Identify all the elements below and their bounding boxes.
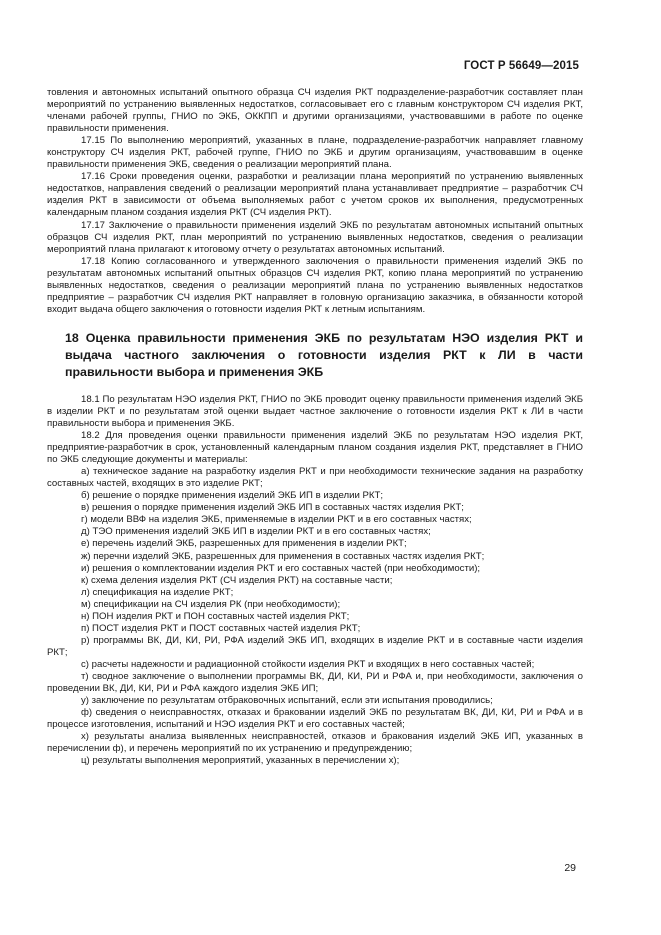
list-item-u: у) заключение по результатам отбраковочных испытаний, если эти испытания проводились; [81,695,493,707]
paragraph-17-16: 17.16 Сроки проведения оценки, разработки и реализации плана мероприятий по устранению выявленных недостатков, направления сведений о реализации мероприятий плана устанавливает предприятие – разработчик СЧ изделия РКТ в зависимости от объема выполняемых работ с учетом сроков их выполнения, предусмотренных календарным планом создания изделия РКТ (СЧ изделия РКТ). [47,171,583,219]
list-item-kh: х) результаты анализа выявленных неисправностей, отказов и бракования изделий ЭКБ ИП, указанных в перечислении ф), и перечень мероприятий по их устранению и предупреждению; [47,731,583,755]
list-item-d: д) ТЭО применения изделий ЭКБ ИП в изделии РКТ и в его составных частях; [81,526,431,538]
list-item-l: л) спецификация на изделие РКТ; [81,586,234,598]
list-item-r: р) программы ВК, ДИ, КИ, РИ, РФА изделий ЭКБ ИП, входящих в изделие РКТ и в составные части изделия РКТ; [47,634,583,658]
page-body [47,87,583,767]
list-item-m: м) спецификации на СЧ изделия РК (при необходимости); [81,598,341,610]
list-item-k: к) схема деления изделия РКТ (СЧ изделия РКТ) на составные части; [81,574,393,586]
paragraph-18-2: 18.2 Для проведения оценки правильности применения изделий ЭКБ по результатам НЭО изделия РКТ, предприятие-разработчик в срок, установленный календарным планом создания изделия РКТ, представляет в ГНИО по ЭКБ следующие документы и материалы: [47,430,583,466]
list-item-i: и) решения о комплектовании изделия РКТ и его составных частей (при необходимости); [81,562,481,574]
list-item-ts: ц) результаты выполнения мероприятий, указанных в перечислении х); [81,755,400,767]
paragraph-17-15: 17.15 По выполнению мероприятий, указанных в плане, подразделение-разработчик направляет главному конструктору СЧ изделия РКТ, рабочей группе, ГНИО по ЭКБ и другим организациям, участвовавшим в оценке правильности применения ЭКБ, сведения о реализации мероприятий плана. [47,135,583,171]
list-item-a: а) техническое задание на разработку изделия РКТ и при необходимости технические задания на разработку составных частей, входящих в это изделие РКТ; [47,466,583,490]
paragraph-18-1: 18.1 По результатам НЭО изделия РКТ, ГНИО по ЭКБ проводит оценку правильности применения изделий ЭКБ в изделии РКТ и по результатам этой оценки выдает частное заключение о готовности изделия РКТ к ЛИ в части правильности выбора и применения ЭКБ. [47,393,583,429]
section-18-heading: 18 Оценка правильности применения ЭКБ по результатам НЭО изделия РКТ и выдача частного заключения о готовности изделия РКТ к ЛИ в части правильности выбора и применения ЭКБ [65,330,583,379]
paragraph-continuation: товления и автономных испытаний опытного образца СЧ изделия РКТ подразделение-разработчик составляет план мероприятий по устранению выявленных недостатков, согласовывает его с главным конструктором СЧ изделия РКТ, членами рабочей группы, ГНИО по ЭКБ, ОККПП и другими организациями, участвовавшими в работе по оценке правильности применения. [47,87,583,135]
list-item-zh: ж) перечни изделий ЭКБ, разрешенных для применения в составных частях изделия РКТ; [81,550,485,562]
list-item-t: т) сводное заключение о выполнении программы ВК, ДИ, КИ, РИ и РФА и, при необходимости, заключения о проведении ВК, ДИ, КИ, РИ и РФА каждого изделия ЭКБ ИП; [47,670,583,695]
list-item-s: с) расчеты надежности и радиационной стойкости изделия РКТ и входящих в него составных частей; [81,658,535,670]
paragraph-17-17: 17.17 Заключение о правильности применения изделий ЭКБ по результатам автономных испытаний опытных образцов СЧ изделия РКТ, план мероприятий по устранению выявленных недостатков, сведения о реализации мероприятий плана прилагают к итоговому отчету о результатах автономных испытаний. [47,219,583,255]
document-id-header: ГОСТ Р 56649—2015 [463,60,579,72]
list-item-e: е) перечень изделий ЭКБ, разрешенных для применения в изделии РКТ; [81,538,407,550]
list-item-p: п) ПОСТ изделия РКТ и ПОСТ составных частей изделия РКТ; [81,622,361,634]
list-item-f: ф) сведения о неисправностях, отказах и браковании изделий ЭКБ по результатам ВК, ДИ, КИ, РИ и РФА и в процессе изготовления, испытаний и НЭО изделия РКТ и его составных частей; [47,707,583,731]
list-item-b: б) решение о порядке применения изделий ЭКБ ИП в изделии РКТ; [81,490,384,502]
paragraph-17-18: 17.18 Копию согласованного и утвержденного заключения о правильности применения изделий ЭКБ по результатам автономных испытаний опытных образцов СЧ изделия РКТ, копию плана мероприятий по устранению выявленных недостатков, сведения о реализации мероприятий плана по устранению выявленных недостатков предприятие – разработчик СЧ изделия РКТ направляет в головную организацию заказчика, в обязанности которой входит выдача общего заключения о готовности изделия РКТ к летным испытаниям. [47,255,583,315]
list-item-n: н) ПОН изделия РКТ и ПОН составных частей изделия РКТ; [81,610,350,622]
list-item-v: в) решения о порядке применения изделий ЭКБ ИП в составных частях изделия РКТ; [81,502,464,514]
list-item-g: г) модели ВВФ на изделия ЭКБ, применяемые в изделии РКТ и в его составных частях; [81,514,472,526]
page-number: 29 [564,862,576,874]
